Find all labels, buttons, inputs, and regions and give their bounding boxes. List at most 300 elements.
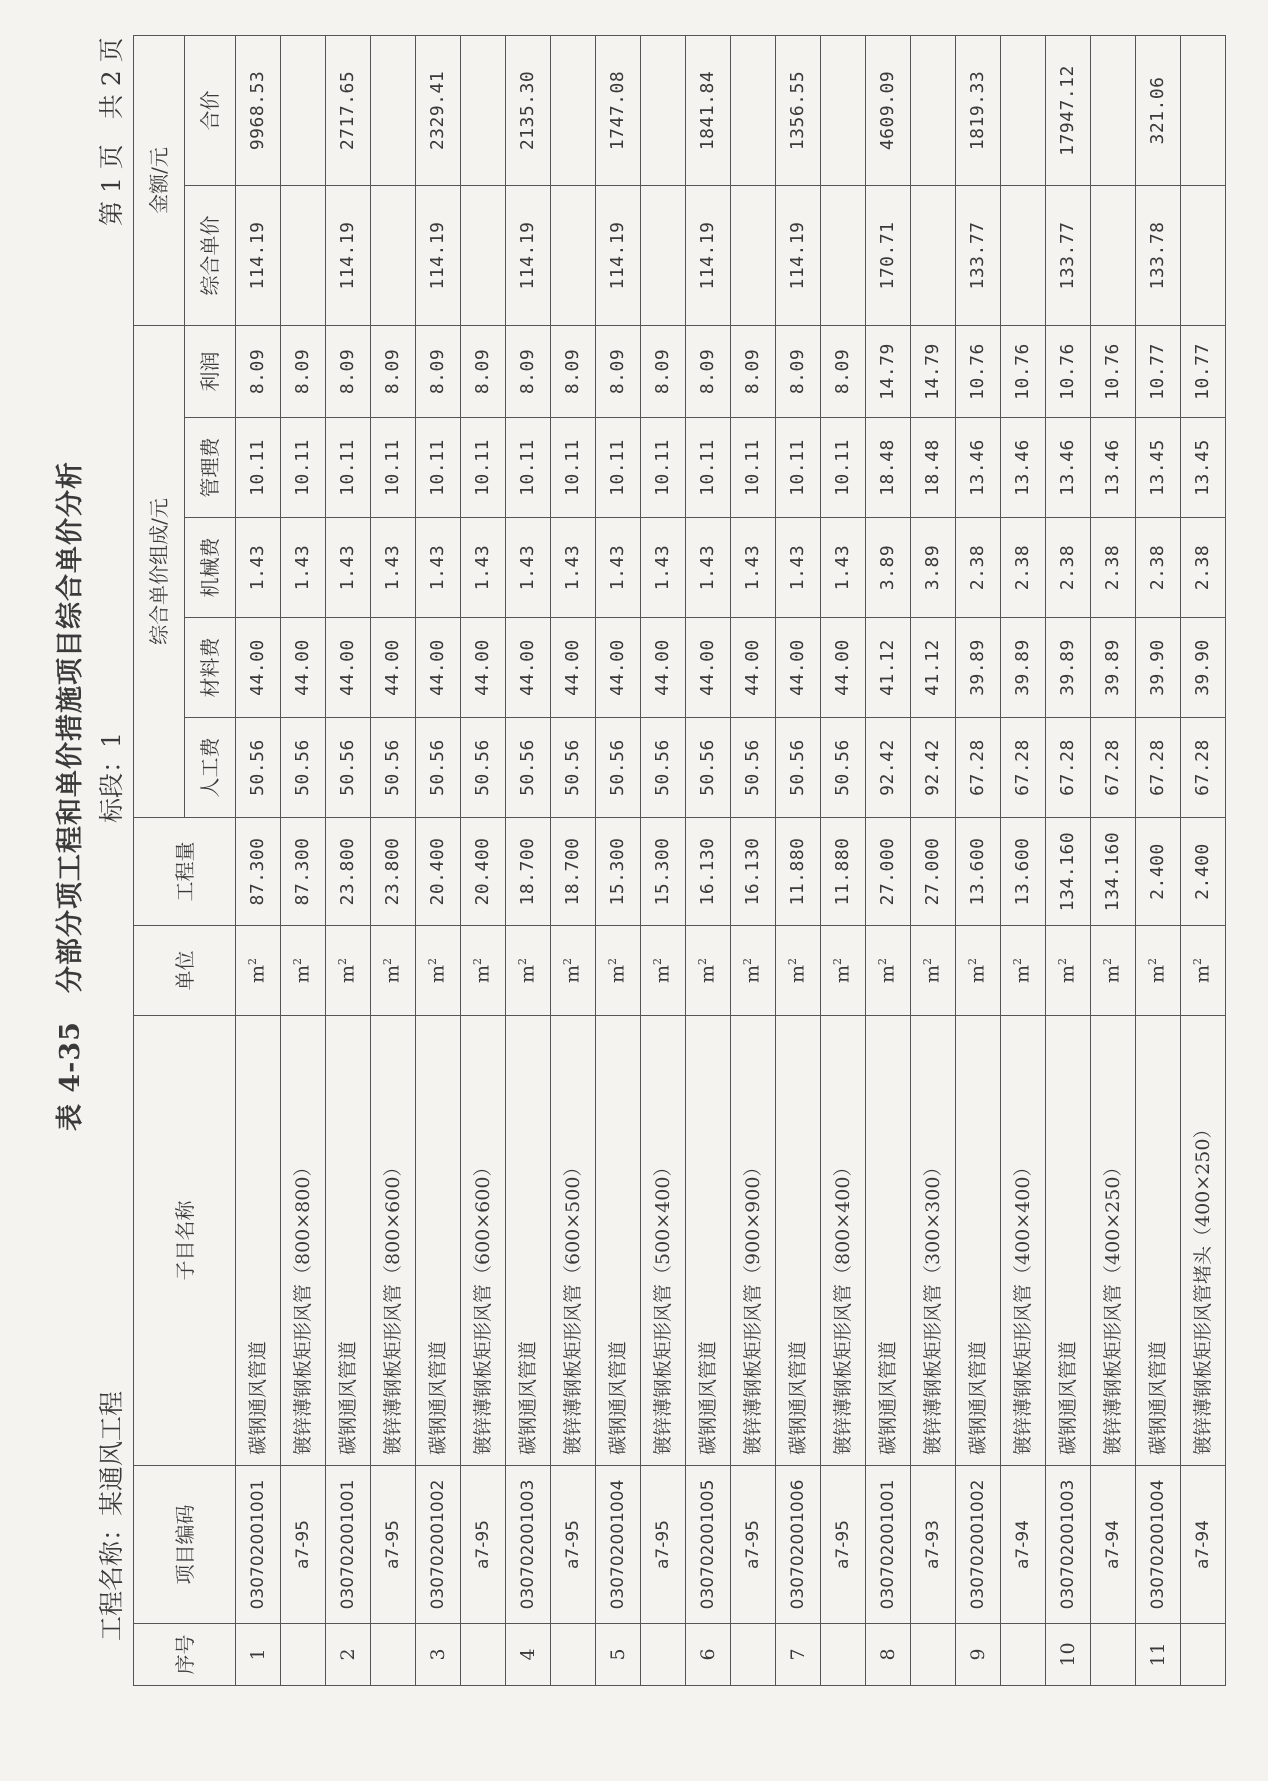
cell-seq: 10 bbox=[1046, 1624, 1091, 1686]
cell-total bbox=[1001, 35, 1046, 185]
unit-exponent: 2 bbox=[831, 957, 845, 965]
cell-machine: 1.43 bbox=[326, 518, 371, 618]
cell-profit: 8.09 bbox=[371, 325, 416, 417]
cell-total: 4609.09 bbox=[866, 35, 911, 185]
cell-profit: 8.09 bbox=[776, 325, 821, 417]
cell-name: 碳钢通风管道 bbox=[236, 1016, 281, 1466]
cell-seq: 2 bbox=[326, 1624, 371, 1686]
cell-profit: 10.76 bbox=[956, 325, 1001, 417]
cell-unit-price: 114.19 bbox=[506, 185, 551, 325]
cell-code: a7-94 bbox=[1181, 1466, 1226, 1624]
cell-profit: 8.09 bbox=[416, 325, 461, 417]
unit-symbol: m bbox=[1011, 964, 1034, 984]
cell-machine: 2.38 bbox=[1001, 518, 1046, 618]
cell-material: 44.00 bbox=[236, 618, 281, 718]
cell-material: 44.00 bbox=[686, 618, 731, 718]
cell-unit bbox=[1046, 926, 1091, 1016]
table-row bbox=[1091, 35, 1136, 1685]
header-amount: 金额/元 bbox=[134, 35, 185, 325]
cell-machine: 2.38 bbox=[1181, 518, 1226, 618]
cell-material: 44.00 bbox=[461, 618, 506, 718]
cell-profit: 10.76 bbox=[1046, 325, 1091, 417]
table-row bbox=[686, 35, 731, 1685]
header-composition: 综合单价组成/元 bbox=[134, 325, 185, 817]
cell-unit bbox=[1136, 926, 1181, 1016]
cell-seq bbox=[1181, 1624, 1226, 1686]
cell-profit: 14.79 bbox=[866, 325, 911, 417]
cell-seq bbox=[281, 1624, 326, 1686]
cell-total: 2717.65 bbox=[326, 35, 371, 185]
cell-name: 碳钢通风管道 bbox=[416, 1016, 461, 1466]
cell-name: 镀锌薄钢板矩形风管（900×900） bbox=[731, 1016, 776, 1466]
cell-labor: 50.56 bbox=[776, 718, 821, 818]
cell-total bbox=[821, 35, 866, 185]
cell-seq bbox=[461, 1624, 506, 1686]
cell-qty: 23.800 bbox=[371, 818, 416, 926]
cell-machine: 2.38 bbox=[956, 518, 1001, 618]
unit-symbol: m bbox=[246, 964, 269, 984]
cell-material: 44.00 bbox=[281, 618, 326, 718]
cell-unit bbox=[1181, 926, 1226, 1016]
cell-unit-price bbox=[551, 185, 596, 325]
cell-management: 10.11 bbox=[416, 418, 461, 518]
cell-unit-price bbox=[911, 185, 956, 325]
unit-exponent: 2 bbox=[1056, 957, 1070, 965]
cell-management: 10.11 bbox=[371, 418, 416, 518]
cell-name: 碳钢通风管道 bbox=[506, 1016, 551, 1466]
cell-material: 39.89 bbox=[1001, 618, 1046, 718]
cell-management: 10.11 bbox=[551, 418, 596, 518]
cell-management: 13.46 bbox=[1001, 418, 1046, 518]
header-machine: 机械费 bbox=[185, 518, 236, 618]
header-qty: 工程量 bbox=[134, 818, 236, 926]
cell-labor: 67.28 bbox=[1181, 718, 1226, 818]
cell-material: 44.00 bbox=[596, 618, 641, 718]
table-row bbox=[731, 35, 776, 1685]
cell-profit: 10.77 bbox=[1136, 325, 1181, 417]
cell-total bbox=[911, 35, 956, 185]
cell-code: 030702001003 bbox=[506, 1466, 551, 1624]
cell-material: 41.12 bbox=[911, 618, 956, 718]
cell-machine: 1.43 bbox=[236, 518, 281, 618]
cell-material: 44.00 bbox=[416, 618, 461, 718]
cell-machine: 1.43 bbox=[506, 518, 551, 618]
cell-code: 030702001006 bbox=[776, 1466, 821, 1624]
unit-symbol: m bbox=[606, 964, 629, 984]
cell-name: 碳钢通风管道 bbox=[866, 1016, 911, 1466]
table-row bbox=[326, 35, 371, 1685]
cell-management: 10.11 bbox=[776, 418, 821, 518]
table-row bbox=[1001, 35, 1046, 1685]
cell-qty: 16.130 bbox=[731, 818, 776, 926]
cell-profit: 8.09 bbox=[461, 325, 506, 417]
cell-machine: 1.43 bbox=[731, 518, 776, 618]
cell-unit-price bbox=[1091, 185, 1136, 325]
cell-code: a7-93 bbox=[911, 1466, 956, 1624]
unit-symbol: m bbox=[651, 964, 674, 984]
table-row bbox=[506, 35, 551, 1685]
cell-profit: 8.09 bbox=[821, 325, 866, 417]
cell-name: 镀锌薄钢板矩形风管（300×300） bbox=[911, 1016, 956, 1466]
header-code: 项目编码 bbox=[134, 1466, 236, 1624]
cell-management: 13.45 bbox=[1136, 418, 1181, 518]
cell-management: 13.46 bbox=[956, 418, 1001, 518]
unit-exponent: 2 bbox=[246, 957, 260, 965]
cell-labor: 50.56 bbox=[731, 718, 776, 818]
cell-unit bbox=[506, 926, 551, 1016]
unit-exponent: 2 bbox=[336, 957, 350, 965]
cell-unit-price: 114.19 bbox=[416, 185, 461, 325]
cell-management: 10.11 bbox=[506, 418, 551, 518]
unit-exponent: 2 bbox=[1011, 957, 1025, 965]
cell-unit-price: 133.77 bbox=[956, 185, 1001, 325]
unit-exponent: 2 bbox=[561, 957, 575, 965]
table-row bbox=[911, 35, 956, 1685]
cell-qty: 11.880 bbox=[821, 818, 866, 926]
cell-total bbox=[1091, 35, 1136, 185]
cell-machine: 1.43 bbox=[461, 518, 506, 618]
cell-labor: 50.56 bbox=[596, 718, 641, 818]
cell-profit: 8.09 bbox=[686, 325, 731, 417]
cell-total: 321.06 bbox=[1136, 35, 1181, 185]
table-row bbox=[281, 35, 326, 1685]
cell-unit bbox=[956, 926, 1001, 1016]
cell-name: 碳钢通风管道 bbox=[596, 1016, 641, 1466]
cell-machine: 2.38 bbox=[1046, 518, 1091, 618]
unit-exponent: 2 bbox=[1146, 957, 1160, 965]
cell-profit: 10.77 bbox=[1181, 325, 1226, 417]
cell-machine: 1.43 bbox=[776, 518, 821, 618]
unit-exponent: 2 bbox=[741, 957, 755, 965]
cell-labor: 50.56 bbox=[326, 718, 371, 818]
header-row bbox=[134, 35, 185, 1685]
cell-code: 030702001001 bbox=[326, 1466, 371, 1624]
cell-name: 碳钢通风管道 bbox=[776, 1016, 821, 1466]
cell-seq: 5 bbox=[596, 1624, 641, 1686]
cell-machine: 2.38 bbox=[1136, 518, 1181, 618]
cell-machine: 1.43 bbox=[686, 518, 731, 618]
cell-material: 44.00 bbox=[641, 618, 686, 718]
table-row bbox=[866, 35, 911, 1685]
cell-labor: 50.56 bbox=[281, 718, 326, 818]
cell-labor: 67.28 bbox=[1091, 718, 1136, 818]
cell-name: 镀锌薄钢板矩形风管（400×400） bbox=[1001, 1016, 1046, 1466]
unit-symbol: m bbox=[696, 964, 719, 984]
cell-unit bbox=[281, 926, 326, 1016]
table-title: 表 4-35 分部分项工程和单价措施项目综合单价分析 bbox=[55, 461, 86, 1131]
unit-exponent: 2 bbox=[966, 957, 980, 965]
cell-unit bbox=[641, 926, 686, 1016]
cell-labor: 50.56 bbox=[236, 718, 281, 818]
cell-unit bbox=[731, 926, 776, 1016]
cell-name: 碳钢通风管道 bbox=[1136, 1016, 1181, 1466]
cell-seq bbox=[911, 1624, 956, 1686]
header-material: 材料费 bbox=[185, 618, 236, 718]
cell-seq bbox=[731, 1624, 776, 1686]
cell-unit-price bbox=[731, 185, 776, 325]
cell-qty: 13.600 bbox=[956, 818, 1001, 926]
cell-labor: 50.56 bbox=[641, 718, 686, 818]
cell-name: 碳钢通风管道 bbox=[1046, 1016, 1091, 1466]
cell-labor: 50.56 bbox=[461, 718, 506, 818]
cell-seq: 9 bbox=[956, 1624, 1001, 1686]
unit-symbol: m bbox=[336, 964, 359, 984]
cell-seq: 8 bbox=[866, 1624, 911, 1686]
cell-total: 1356.55 bbox=[776, 35, 821, 185]
cell-qty: 13.600 bbox=[1001, 818, 1046, 926]
cell-management: 10.11 bbox=[821, 418, 866, 518]
unit-symbol: m bbox=[786, 964, 809, 984]
cell-unit-price bbox=[821, 185, 866, 325]
unit-price-analysis-table bbox=[133, 35, 1226, 1686]
cell-profit: 8.09 bbox=[281, 325, 326, 417]
cell-total: 17947.12 bbox=[1046, 35, 1091, 185]
cell-labor: 92.42 bbox=[866, 718, 911, 818]
header-management: 管理费 bbox=[185, 418, 236, 518]
cell-seq: 1 bbox=[236, 1624, 281, 1686]
cell-material: 44.00 bbox=[821, 618, 866, 718]
table-row bbox=[776, 35, 821, 1685]
table-row bbox=[551, 35, 596, 1685]
cell-management: 10.11 bbox=[641, 418, 686, 518]
cell-unit-price: 114.19 bbox=[236, 185, 281, 325]
cell-unit bbox=[371, 926, 416, 1016]
cell-qty: 20.400 bbox=[416, 818, 461, 926]
cell-name: 镀锌薄钢板矩形风管（400×250） bbox=[1091, 1016, 1136, 1466]
cell-labor: 50.56 bbox=[506, 718, 551, 818]
cell-name: 碳钢通风管道 bbox=[956, 1016, 1001, 1466]
cell-seq bbox=[641, 1624, 686, 1686]
header-profit: 利润 bbox=[185, 325, 236, 417]
cell-unit bbox=[776, 926, 821, 1016]
unit-exponent: 2 bbox=[291, 957, 305, 965]
cell-material: 44.00 bbox=[371, 618, 416, 718]
cell-management: 10.11 bbox=[236, 418, 281, 518]
cell-labor: 50.56 bbox=[686, 718, 731, 818]
cell-unit-price bbox=[281, 185, 326, 325]
unit-symbol: m bbox=[426, 964, 449, 984]
cell-code: a7-94 bbox=[1091, 1466, 1136, 1624]
cell-total bbox=[551, 35, 596, 185]
table-body bbox=[236, 35, 1226, 1685]
cell-profit: 8.09 bbox=[236, 325, 281, 417]
cell-total: 1747.08 bbox=[596, 35, 641, 185]
cell-management: 10.11 bbox=[686, 418, 731, 518]
cell-total bbox=[641, 35, 686, 185]
cell-seq: 4 bbox=[506, 1624, 551, 1686]
table-row bbox=[641, 35, 686, 1685]
table-row bbox=[371, 35, 416, 1685]
cell-name: 碳钢通风管道 bbox=[686, 1016, 731, 1466]
cell-management: 18.48 bbox=[866, 418, 911, 518]
unit-symbol: m bbox=[1101, 964, 1124, 984]
cell-unit bbox=[1001, 926, 1046, 1016]
cell-unit bbox=[821, 926, 866, 1016]
header-total: 合价 bbox=[185, 35, 236, 185]
cell-material: 39.90 bbox=[1136, 618, 1181, 718]
header-seq: 序号 bbox=[134, 1624, 236, 1686]
cell-unit-price bbox=[1001, 185, 1046, 325]
cell-management: 10.11 bbox=[281, 418, 326, 518]
cell-qty: 134.160 bbox=[1046, 818, 1091, 926]
cell-name: 镀锌薄钢板矩形风管（800×400） bbox=[821, 1016, 866, 1466]
unit-exponent: 2 bbox=[921, 957, 935, 965]
cell-unit-price bbox=[461, 185, 506, 325]
cell-code: a7-95 bbox=[821, 1466, 866, 1624]
cell-total: 2329.41 bbox=[416, 35, 461, 185]
cell-labor: 50.56 bbox=[371, 718, 416, 818]
cell-name: 镀锌薄钢板矩形风管（500×400） bbox=[641, 1016, 686, 1466]
cell-unit-price: 114.19 bbox=[596, 185, 641, 325]
cell-machine: 1.43 bbox=[821, 518, 866, 618]
unit-exponent: 2 bbox=[516, 957, 530, 965]
cell-total bbox=[281, 35, 326, 185]
unit-symbol: m bbox=[876, 964, 899, 984]
unit-symbol: m bbox=[561, 964, 584, 984]
cell-labor: 92.42 bbox=[911, 718, 956, 818]
cell-seq bbox=[1091, 1624, 1136, 1686]
cell-unit bbox=[1091, 926, 1136, 1016]
cell-total: 9968.53 bbox=[236, 35, 281, 185]
cell-qty: 16.130 bbox=[686, 818, 731, 926]
unit-symbol: m bbox=[1191, 964, 1214, 984]
cell-unit-price: 114.19 bbox=[686, 185, 731, 325]
cell-management: 10.11 bbox=[461, 418, 506, 518]
cell-machine: 1.43 bbox=[551, 518, 596, 618]
cell-qty: 27.000 bbox=[866, 818, 911, 926]
cell-qty: 18.700 bbox=[506, 818, 551, 926]
cell-management: 13.46 bbox=[1046, 418, 1091, 518]
table-row bbox=[1046, 35, 1091, 1685]
cell-labor: 67.28 bbox=[1136, 718, 1181, 818]
unit-symbol: m bbox=[1146, 964, 1169, 984]
project-name: 工程名称：某通风工程 bbox=[97, 1390, 126, 1641]
cell-seq bbox=[371, 1624, 416, 1686]
cell-machine: 1.43 bbox=[641, 518, 686, 618]
table-row bbox=[821, 35, 866, 1685]
unit-exponent: 2 bbox=[786, 957, 800, 965]
cell-labor: 50.56 bbox=[551, 718, 596, 818]
unit-exponent: 2 bbox=[606, 957, 620, 965]
cell-unit-price bbox=[1181, 185, 1226, 325]
unit-exponent: 2 bbox=[696, 957, 710, 965]
cell-total bbox=[371, 35, 416, 185]
cell-unit-price: 133.78 bbox=[1136, 185, 1181, 325]
cell-code: 030702001003 bbox=[1046, 1466, 1091, 1624]
cell-management: 13.46 bbox=[1091, 418, 1136, 518]
cell-unit-price: 170.71 bbox=[866, 185, 911, 325]
cell-profit: 10.76 bbox=[1001, 325, 1046, 417]
cell-machine: 1.43 bbox=[416, 518, 461, 618]
cell-profit: 14.79 bbox=[911, 325, 956, 417]
table-row bbox=[236, 35, 281, 1685]
cell-total: 2135.30 bbox=[506, 35, 551, 185]
cell-unit bbox=[551, 926, 596, 1016]
cell-unit bbox=[911, 926, 956, 1016]
cell-material: 44.00 bbox=[326, 618, 371, 718]
header-unit-price: 综合单价 bbox=[185, 185, 236, 325]
cell-material: 39.89 bbox=[1091, 618, 1136, 718]
table-row bbox=[416, 35, 461, 1685]
cell-qty: 87.300 bbox=[236, 818, 281, 926]
cell-qty: 18.700 bbox=[551, 818, 596, 926]
cell-profit: 8.09 bbox=[731, 325, 776, 417]
cell-name: 镀锌薄钢板矩形风管（600×500） bbox=[551, 1016, 596, 1466]
cell-total bbox=[731, 35, 776, 185]
unit-symbol: m bbox=[831, 964, 854, 984]
cell-management: 10.11 bbox=[326, 418, 371, 518]
cell-total: 1819.33 bbox=[956, 35, 1001, 185]
cell-total bbox=[1181, 35, 1226, 185]
cell-profit: 8.09 bbox=[596, 325, 641, 417]
cell-management: 18.48 bbox=[911, 418, 956, 518]
cell-unit bbox=[686, 926, 731, 1016]
table-row bbox=[1181, 35, 1226, 1685]
cell-seq bbox=[551, 1624, 596, 1686]
cell-labor: 67.28 bbox=[1001, 718, 1046, 818]
unit-symbol: m bbox=[921, 964, 944, 984]
cell-unit-price bbox=[641, 185, 686, 325]
cell-qty: 15.300 bbox=[596, 818, 641, 926]
cell-material: 39.89 bbox=[1046, 618, 1091, 718]
cell-profit: 8.09 bbox=[506, 325, 551, 417]
header-unit: 单位 bbox=[134, 926, 236, 1016]
cell-code: 030702001002 bbox=[416, 1466, 461, 1624]
cell-material: 41.12 bbox=[866, 618, 911, 718]
unit-symbol: m bbox=[966, 964, 989, 984]
cell-machine: 3.89 bbox=[866, 518, 911, 618]
cell-labor: 67.28 bbox=[1046, 718, 1091, 818]
cell-seq: 3 bbox=[416, 1624, 461, 1686]
cell-code: 030702001001 bbox=[236, 1466, 281, 1624]
cell-material: 44.00 bbox=[776, 618, 821, 718]
table-row bbox=[956, 35, 1001, 1685]
cell-profit: 8.09 bbox=[641, 325, 686, 417]
cell-name: 镀锌薄钢板矩形风管堵头（400×250） bbox=[1181, 1016, 1226, 1466]
unit-exponent: 2 bbox=[1101, 957, 1115, 965]
cell-machine: 1.43 bbox=[596, 518, 641, 618]
unit-symbol: m bbox=[516, 964, 539, 984]
unit-symbol: m bbox=[471, 964, 494, 984]
cell-code: 030702001004 bbox=[596, 1466, 641, 1624]
unit-exponent: 2 bbox=[1191, 957, 1205, 965]
cell-profit: 10.76 bbox=[1091, 325, 1136, 417]
cell-unit bbox=[326, 926, 371, 1016]
cell-qty: 27.000 bbox=[911, 818, 956, 926]
cell-code: 030702001004 bbox=[1136, 1466, 1181, 1624]
cell-unit bbox=[596, 926, 641, 1016]
cell-unit-price: 114.19 bbox=[776, 185, 821, 325]
cell-qty: 15.300 bbox=[641, 818, 686, 926]
cell-management: 10.11 bbox=[731, 418, 776, 518]
unit-exponent: 2 bbox=[471, 957, 485, 965]
cell-profit: 8.09 bbox=[326, 325, 371, 417]
cell-total: 1841.84 bbox=[686, 35, 731, 185]
cell-code: a7-95 bbox=[371, 1466, 416, 1624]
table-row bbox=[1136, 35, 1181, 1685]
cell-seq: 7 bbox=[776, 1624, 821, 1686]
cell-name: 碳钢通风管道 bbox=[326, 1016, 371, 1466]
cell-unit bbox=[461, 926, 506, 1016]
cell-qty: 2.400 bbox=[1181, 818, 1226, 926]
cell-unit bbox=[866, 926, 911, 1016]
cell-profit: 8.09 bbox=[551, 325, 596, 417]
cell-code: a7-95 bbox=[461, 1466, 506, 1624]
cell-machine: 1.43 bbox=[281, 518, 326, 618]
unit-symbol: m bbox=[381, 964, 404, 984]
cell-name: 镀锌薄钢板矩形风管（800×800） bbox=[281, 1016, 326, 1466]
cell-code: a7-95 bbox=[281, 1466, 326, 1624]
